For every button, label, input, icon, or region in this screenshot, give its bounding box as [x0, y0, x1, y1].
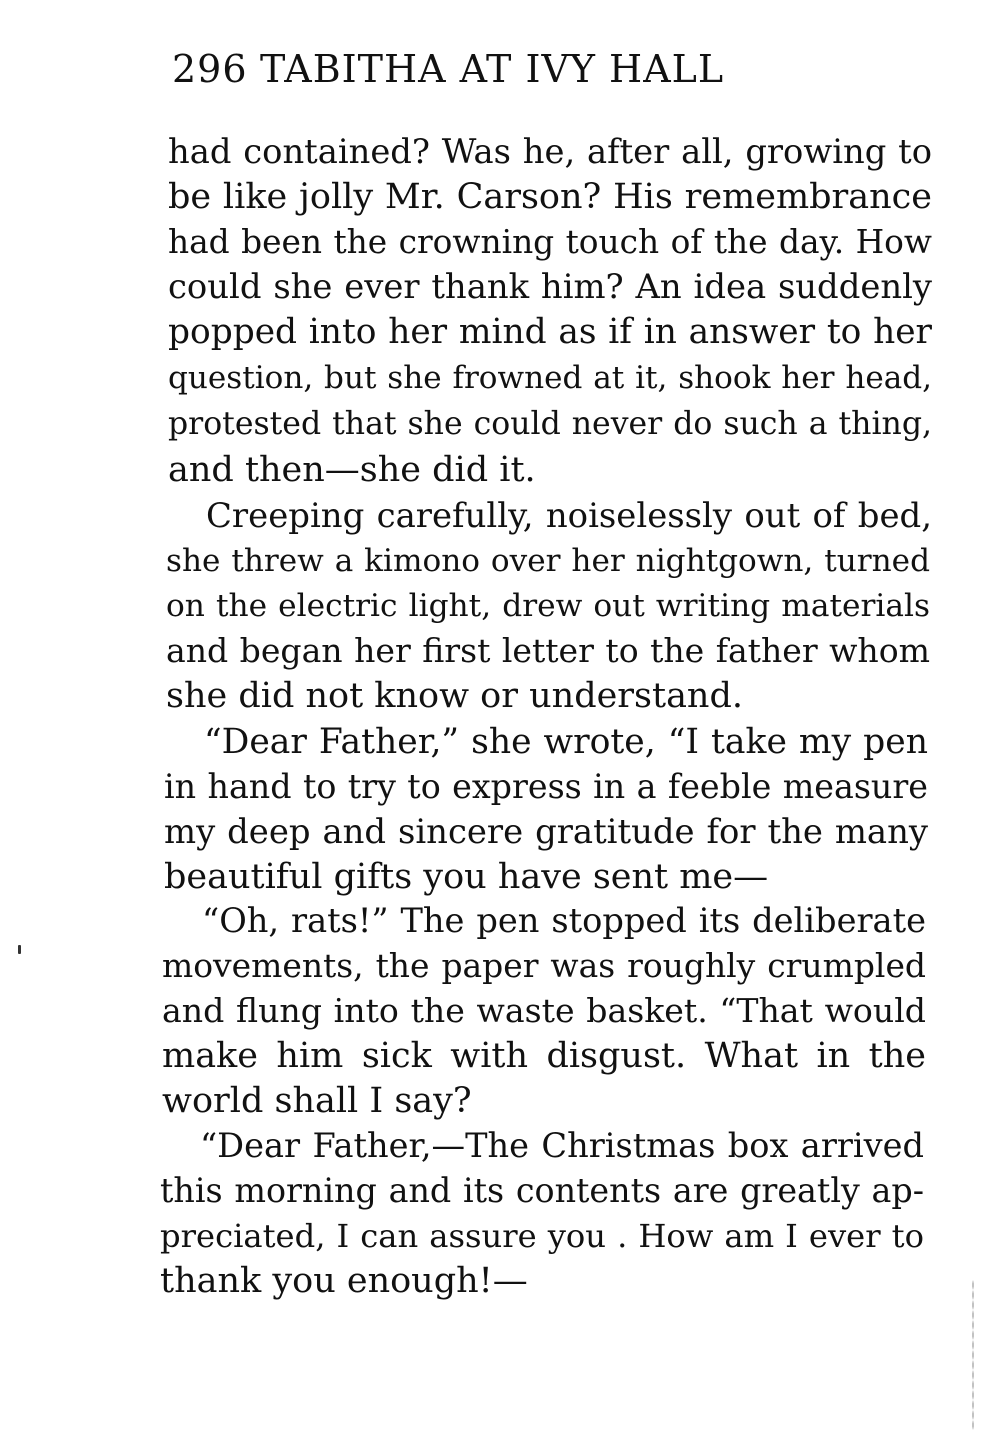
text-line: in hand to try to express in a feeble measure [164, 767, 928, 806]
text-line: on the electric light, drew out writing materials [166, 588, 930, 624]
paragraph-first-line: “Dear Father,—The Christmas box arrived [200, 1126, 924, 1165]
paragraph-first-line: “Oh, rats!” The pen stopped its deliberate [202, 901, 926, 940]
text-line: thank you enough!— [160, 1261, 528, 1301]
text-line: protested that she could never do such a thing, [168, 406, 932, 442]
text-line: she did not know or understand. [166, 676, 744, 716]
text-line: make him sick with disgust. What in the [162, 1036, 926, 1076]
paragraph-first-line: “Dear Father,” she wrote, “I take my pen [204, 722, 928, 762]
text-line: preciated, I can assure you . How am I ever to [160, 1217, 924, 1255]
text-line: movements, the paper was roughly crumpled [162, 946, 926, 985]
paragraph-first-line: Creeping carefully, noiselessly out of bed, [206, 496, 932, 535]
scan-speck [18, 945, 21, 954]
page-header [172, 44, 872, 94]
text-line: had contained? Was he, after all, growing to [168, 132, 932, 171]
page-number: 296 [172, 47, 248, 91]
text-line: world shall I say? [162, 1081, 472, 1121]
text-line: could she ever thank him? An idea suddenly [168, 267, 932, 306]
running-title: TABITHA AT IVY HALL [260, 47, 725, 91]
text-line: she threw a kimono over her nightgown, turned [166, 543, 930, 579]
text-line: and began her first letter to the father whom [166, 631, 930, 670]
text-line: my deep and sincere gratitude for the many [164, 812, 928, 851]
text-line: and then—she did it. [168, 450, 536, 490]
text-line: popped into her mind as if in answer to her [168, 312, 932, 352]
text-line: be like jolly Mr. Carson? His remembrance [168, 177, 932, 217]
text-line: beautiful gifts you have sent me— [164, 857, 769, 897]
text-line: had been the crowning touch of the day. How [168, 223, 932, 261]
scan-margin-dots [972, 1280, 974, 1430]
text-line: question, but she frowned at it, shook her head, [168, 360, 932, 396]
text-line: and flung into the waste basket. “That would [162, 991, 926, 1030]
text-line: this morning and its contents are greatly ap- [160, 1171, 924, 1210]
